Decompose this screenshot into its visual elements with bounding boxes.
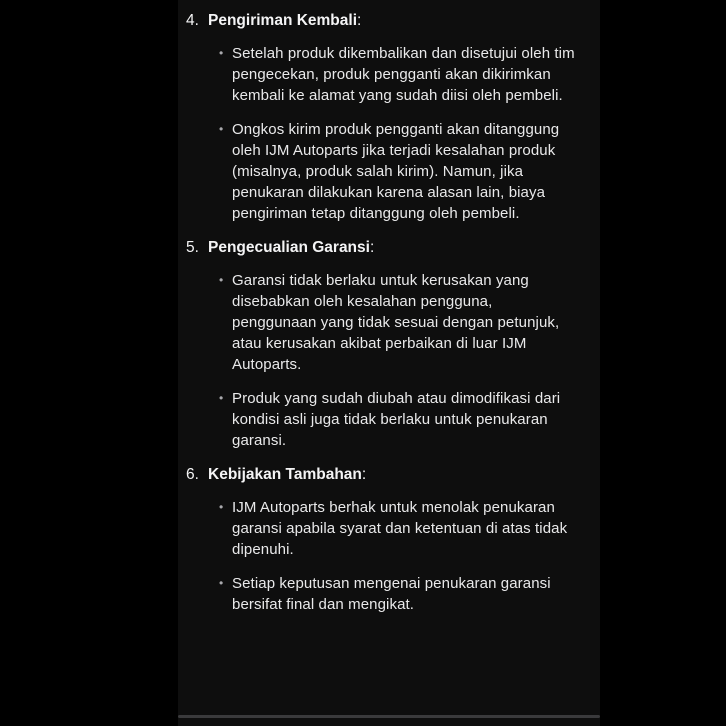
- section-title-text: Pengiriman Kembali: [208, 12, 358, 29]
- document-panel: [178, 0, 600, 726]
- bullet-item: [219, 270, 576, 375]
- policy-section: [186, 464, 576, 615]
- bullet-icon: •: [219, 500, 224, 514]
- bullet-text: IJM Autoparts berhak untuk menolak penukaran garansi apabila syarat dan ketentuan di atas tidak dipenuhi.: [232, 499, 568, 558]
- section-title-suffix: :: [369, 239, 375, 256]
- bullet-item: [219, 43, 576, 106]
- bullet-text: Ongkos kirim produk pengganti akan ditanggung oleh IJM Autoparts jika terjadi kesalahan produk (misalnya, produk salah kirim). Namun, jika penukaran dilakukan karena alasan lain, biaya pengiriman tetap ditanggung oleh pembeli.: [232, 121, 560, 222]
- policy-section: [186, 237, 576, 451]
- bullet-item: [219, 119, 576, 224]
- section-heading: [186, 464, 576, 485]
- section-title: [208, 464, 366, 485]
- bullet-item: [219, 497, 576, 560]
- section-title-text: Pengecualian Garansi: [208, 239, 370, 256]
- bullet-item: [219, 388, 576, 451]
- section-heading: [186, 10, 576, 31]
- section-title-text: Kebijakan Tambahan: [208, 466, 362, 483]
- section-title-suffix: :: [357, 12, 362, 29]
- bullet-icon: •: [219, 46, 224, 60]
- bullet-icon: •: [219, 122, 224, 136]
- bottom-divider: [178, 715, 600, 718]
- section-number: 5.: [186, 239, 199, 256]
- section-heading: [186, 237, 576, 258]
- bullet-text: Setiap keputusan mengenai penukaran garansi bersifat final dan mengikat.: [232, 575, 551, 613]
- bullet-icon: •: [219, 391, 224, 405]
- bullet-text: Setelah produk dikembalikan dan disetujui oleh tim pengecekan, produk pengganti akan dikirimkan kembali ke alamat yang sudah diisi oleh pembeli.: [232, 45, 575, 104]
- bullet-text: Garansi tidak berlaku untuk kerusakan yang disebabkan oleh kesalahan pengguna, penggunaan yang tidak sesuai dengan petunjuk, atau kerusakan akibat perbaikan di luar IJM Autoparts.: [232, 272, 560, 373]
- section-number: 6.: [186, 466, 199, 483]
- bullet-icon: •: [219, 576, 224, 590]
- bullet-icon: •: [219, 273, 224, 287]
- bullet-item: [219, 573, 576, 615]
- section-number: 4.: [186, 12, 199, 29]
- bullet-text: Produk yang sudah diubah atau dimodifikasi dari kondisi asli juga tidak berlaku untuk penukaran garansi.: [232, 390, 561, 449]
- section-title: [208, 237, 374, 258]
- sections-list: [186, 10, 576, 615]
- section-title: [208, 10, 361, 31]
- policy-section: [186, 10, 576, 224]
- section-title-suffix: :: [361, 466, 367, 483]
